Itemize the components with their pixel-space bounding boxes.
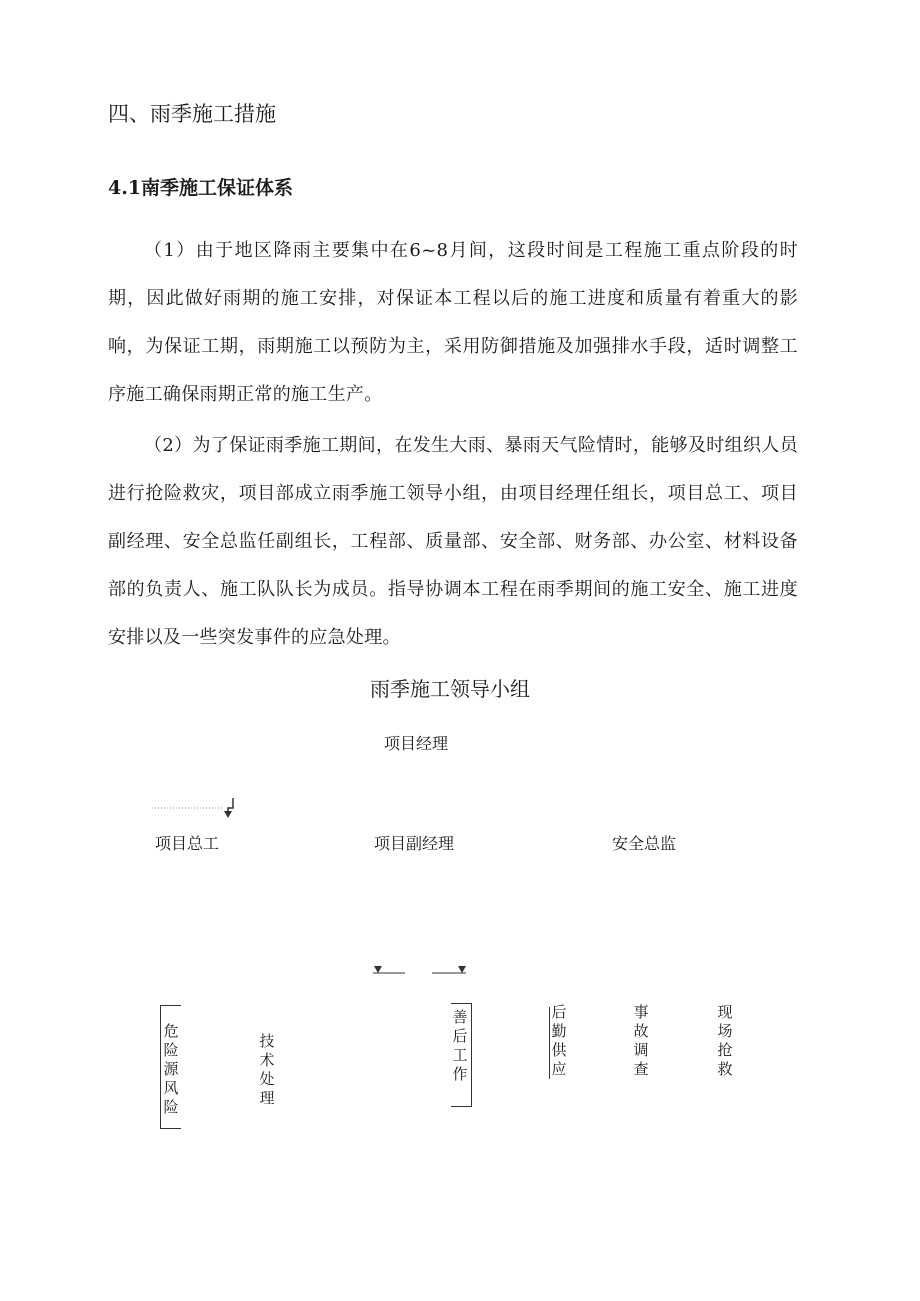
org-node-project-manager: 项目经理 bbox=[384, 734, 449, 753]
org-node-chief-engineer: 项目总工 bbox=[155, 834, 220, 853]
org-node-safety-director: 安全总监 bbox=[612, 834, 677, 853]
paragraph-2: （2）为了保证雨季施工期间，在发生大雨、暴雨天气险情时，能够及时组织人员进行抢险救灾，项目部成立雨季施工领导小组，由项目经理任组长，项目总工、项目副经理、安全总监任副组长，工程部、质量部、安全部、财务部、办公室、材料设备部的负责人、施工队队长为成员。指导协调本工程在雨季期间的施工安全、施工进度安排以及一些突发事件的应急处理。 bbox=[108, 435, 798, 648]
paragraph-1: （1）由于地区降雨主要集中在6~8月间，这段时间是工程施工重点阶段的时期，因此做好雨期的施工安排，对保证本工程以后的施工进度和质量有着重大的影响，为保证工期，雨期施工以预防为主，采用防御措施及加强排水手段，适时调整工序施工确保雨期正常的施工生产。 bbox=[108, 240, 798, 405]
org-node-technical: 技术处理 bbox=[259, 1032, 275, 1107]
org-node-rescue: 现场抢救 bbox=[717, 1003, 733, 1078]
org-node-aftermath: 善后工作 bbox=[452, 1008, 468, 1083]
org-node-logistics: 后勤供应 bbox=[551, 1003, 567, 1078]
subsection-heading: 4.1南季施工保证体系 bbox=[108, 177, 294, 199]
org-node-hazard-risk: 危险源风险 bbox=[163, 1022, 179, 1116]
org-node-deputy-manager: 项目副经理 bbox=[374, 834, 455, 853]
section-heading: 四、雨季施工措施 bbox=[108, 102, 276, 126]
org-chart-title: 雨季施工领导小组 bbox=[370, 677, 530, 701]
org-node-investigation: 事故调查 bbox=[633, 1003, 649, 1078]
